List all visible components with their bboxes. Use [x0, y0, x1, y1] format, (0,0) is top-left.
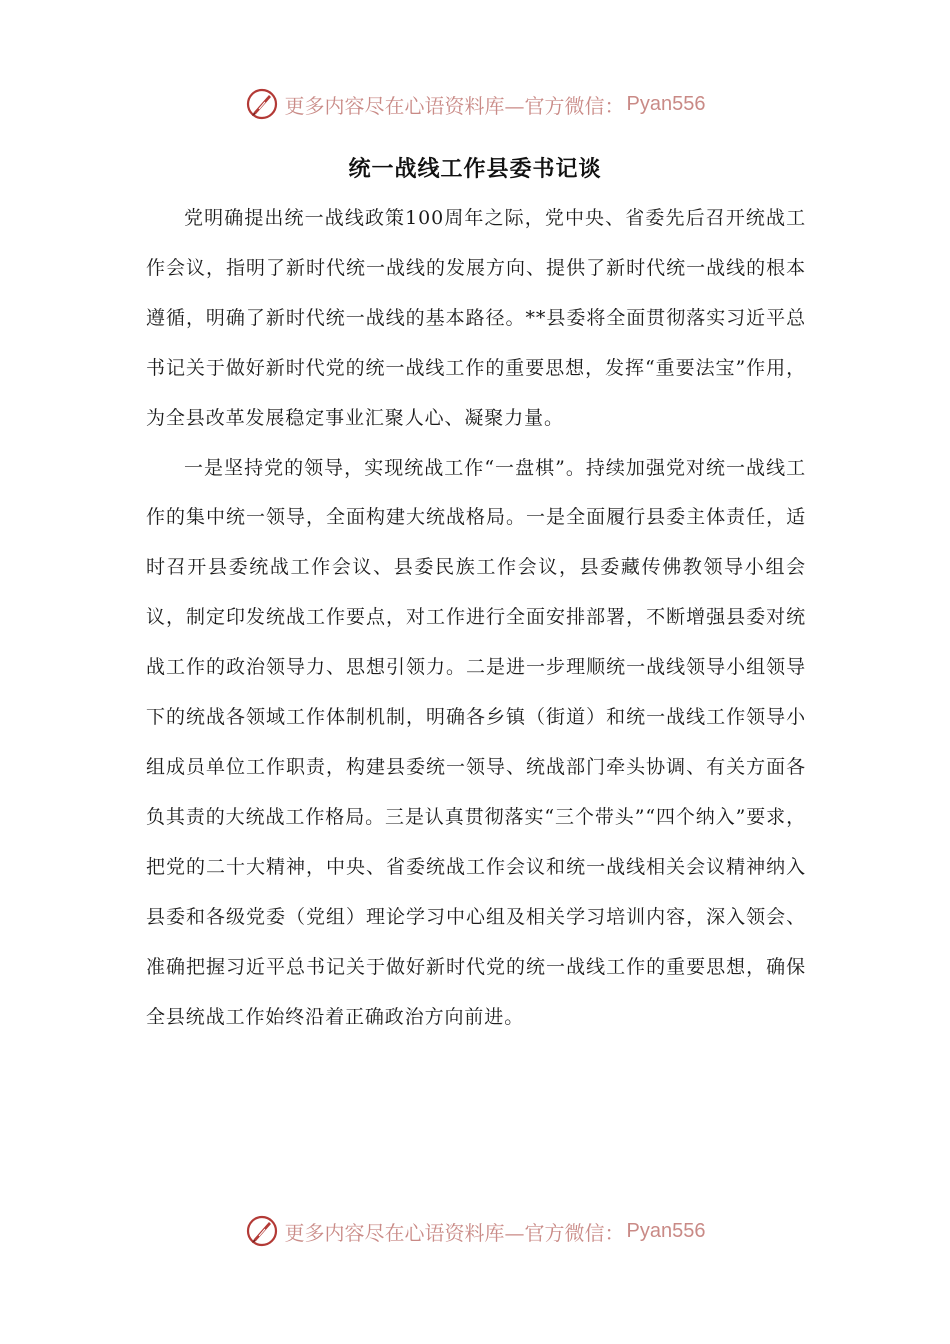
footer-watermark	[0, 1211, 950, 1251]
document-body	[146, 194, 806, 1042]
document-title: 统一战线工作县委书记谈	[348, 157, 602, 182]
watermark-text: 更多内容尽在心语资料库—官方微信：	[284, 93, 625, 118]
watermark-wechat-id: Pyan556	[626, 1219, 706, 1242]
watermark-wechat-id: Pyan556	[626, 92, 706, 115]
watermark-text: 更多内容尽在心语资料库—官方微信：	[284, 1220, 625, 1245]
quill-pen-seal-icon	[245, 87, 279, 121]
quill-pen-seal-icon	[245, 1214, 279, 1248]
paragraph-party-leadership: 一是坚持党的领导，实现统战工作“一盘棋”。持续加强党对统一战线工作的集中统一领导，全面构建大统战格局。一是全面履行县委主体责任，适时召开县委统战工作会议、县委民族工作会议，县委藏传佛教领导小组会议，制定印发统战工作要点，对工作进行全面安排部署，不断增强县委对统战工作的政治领导力、思想引领力。二是进一步理顺统一战线领导小组领导下的统战各领域工作体制机制，明确各乡镇（街道）和统一战线工作领导小组成员单位工作职责，构建县委统一领导、统战部门牵头协调、有关方面各负其责的大统战工作格局。三是认真贯彻落实“三个带头”“四个纳入”要求，把党的二十大精神，中央、省委统战工作会议和统一战线相关会议精神纳入县委和各级党委（党组）理论学习中心组及相关学习培训内容，深入领会、准确把握习近平总书记关于做好新时代党的统一战线工作的重要思想，确保全县统战工作始终沿着正确政治方向前进。	[146, 456, 806, 1028]
paragraph-intro: 党明确提出统一战线政策100周年之际，党中央、省委先后召开统战工作会议，指明了新时代统一战线的发展方向、提供了新时代统一战线的根本遵循，明确了新时代统一战线的基本路径。**县委将全面贯彻落实习近平总书记关于做好新时代党的统一战线工作的重要思想，发挥“重要法宝”作用，为全县改革发展稳定事业汇聚人心、凝聚力量。	[146, 207, 806, 429]
header-watermark	[0, 84, 950, 124]
